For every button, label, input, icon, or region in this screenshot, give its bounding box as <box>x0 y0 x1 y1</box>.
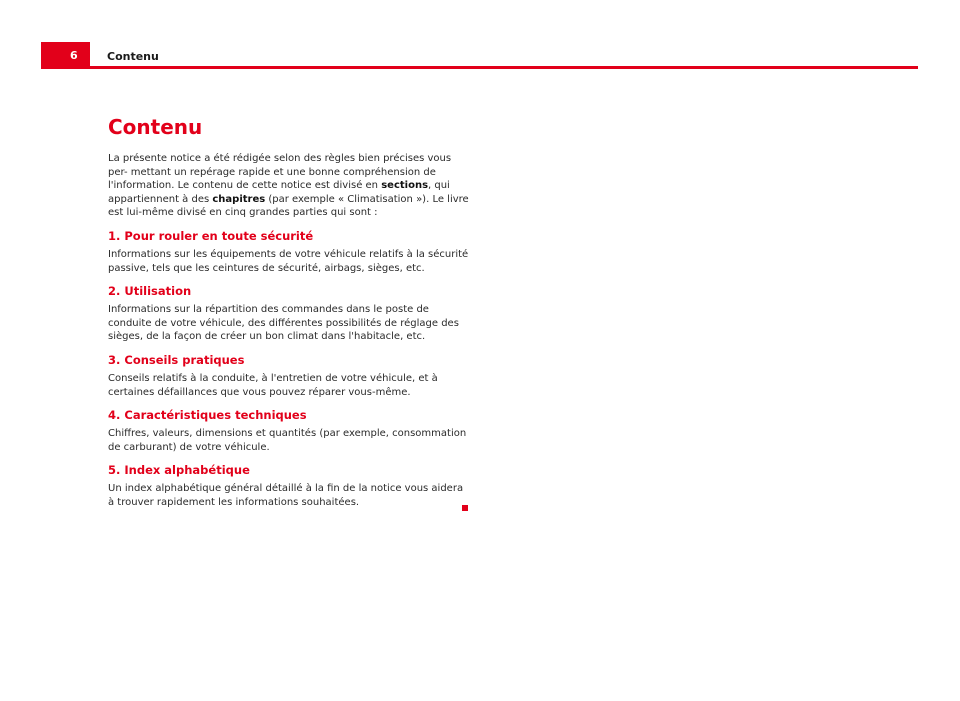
page-title: Contenu <box>108 115 203 139</box>
running-header-title: Contenu <box>107 50 159 63</box>
page-number-badge <box>41 42 90 69</box>
page-content <box>108 114 470 510</box>
section-text-index: Un index alphabétique général détaillé à la fin de la notice vous aidera à trouver rapidement les informations souhaitées. <box>108 483 464 508</box>
intro-paragraph <box>108 152 470 220</box>
header-rule <box>41 66 918 69</box>
section-text-securite: Informations sur les équipements de votre véhicule relatifs à la sécurité passive, tels que les ceintures de sécurité, airbags, sièges, etc. <box>108 248 469 274</box>
end-of-section-marker <box>462 505 468 511</box>
intro-text-3: (par exemple « Climatisation »). Le livre est lui-même divisé en cinq grandes parties qui sont : <box>108 193 469 219</box>
section-heading-caracteristiques: 4. Caractéristiques techniques <box>108 408 307 423</box>
page-number: 6 <box>70 49 78 62</box>
section-heading-securite: 1. Pour rouler en toute sécurité <box>108 228 314 243</box>
section-text-caracteristiques: Chiffres, valeurs, dimensions et quantités (par exemple, consommation de carburant) de votre véhicule. <box>108 428 467 453</box>
section-heading-conseils: 3. Conseils pratiques <box>108 352 245 367</box>
section-heading-utilisation: 2. Utilisation <box>108 284 192 299</box>
intro-bold-sections: sections <box>381 180 429 192</box>
intro-text-2: , qui appartiennent à des <box>108 180 450 205</box>
intro-text-1: La présente notice a été rédigée selon des règles bien précises vous per- mettant un repérage rapide et une bonne compréhension de l'information. Le contenu de cette notice est divisé en <box>108 153 452 192</box>
section-text-conseils: Conseils relatifs à la conduite, à l'entretien de votre véhicule, et à certaines défaillances que vous pouvez réparer vous-même. <box>108 372 438 398</box>
section-text-utilisation: Informations sur la répartition des commandes dans le poste de conduite de votre véhicule, des différentes possibilités de réglage des sièges, de la façon de créer un bon climat dans l'habitacle, etc. <box>108 304 459 343</box>
intro-bold-chapitres: chapitres <box>212 193 266 205</box>
section-heading-index: 5. Index alphabétique <box>108 463 250 478</box>
